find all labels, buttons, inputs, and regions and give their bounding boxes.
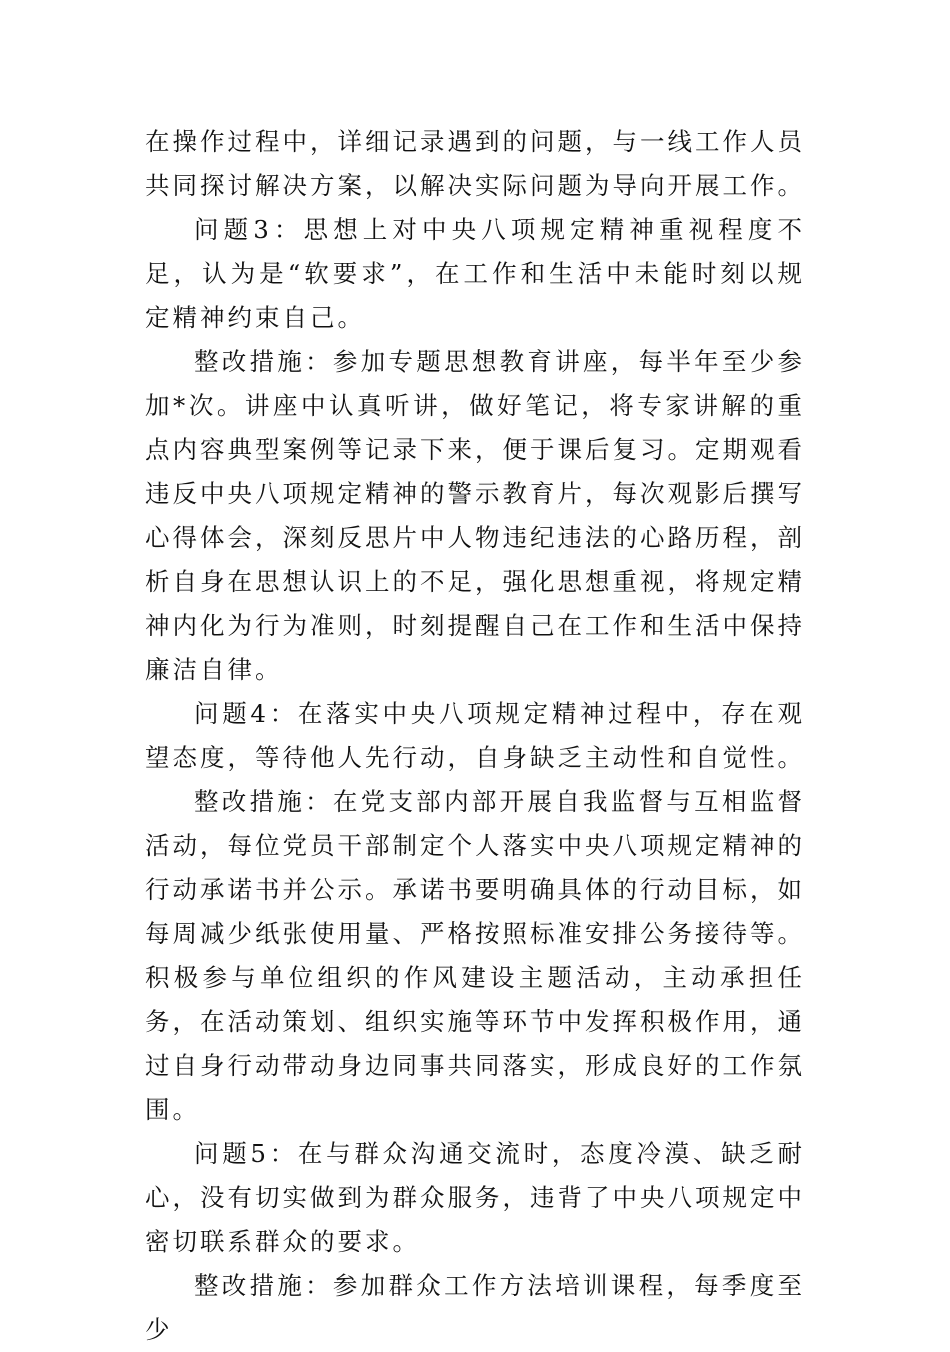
paragraph-issue-3: 问题3：思想上对中央八项规定精神重视程度不足，认为是“软要求”，在工作和生活中未能时刻以规定精神约束自己。 [145, 215, 805, 332]
paragraph-measure-5: 整改措施：参加群众工作方法培训课程，每季度至少 [145, 1271, 805, 1344]
paragraph-issue-5: 问题5：在与群众沟通交流时，态度冷漠、缺乏耐心，没有切实做到为群众服务，违背了中央八项规定中密切联系群众的要求。 [145, 1139, 805, 1256]
paragraph-issue-4: 问题4：在落实中央八项规定精神过程中，存在观望态度，等待他人先行动，自身缺乏主动性和自觉性。 [145, 699, 805, 772]
document-body [145, 120, 805, 1352]
paragraph-continuation: 在操作过程中，详细记录遇到的问题，与一线工作人员共同探讨解决方案，以解决实际问题为导向开展工作。 [145, 127, 805, 200]
paragraph-measure-4: 整改措施：在党支部内部开展自我监督与互相监督活动，每位党员干部制定个人落实中央八项规定精神的行动承诺书并公示。承诺书要明确具体的行动目标，如每周减少纸张使用量、严格按照标准安排公务接待等。积极参与单位组织的作风建设主题活动，主动承担任务，在活动策划、组织实施等环节中发挥积极作用，通过自身行动带动身边同事共同落实，形成良好的工作氛围。 [145, 787, 805, 1124]
paragraph-measure-3: 整改措施：参加专题思想教育讲座，每半年至少参加*次。讲座中认真听讲，做好笔记，将专家讲解的重点内容典型案例等记录下来，便于课后复习。定期观看违反中央八项规定精神的警示教育片，每次观影后撰写心得体会，深刻反思片中人物违纪违法的心路历程，剖析自身在思想认识上的不足，强化思想重视，将规定精神内化为行为准则，时刻提醒自己在工作和生活中保持廉洁自律。 [145, 347, 805, 684]
